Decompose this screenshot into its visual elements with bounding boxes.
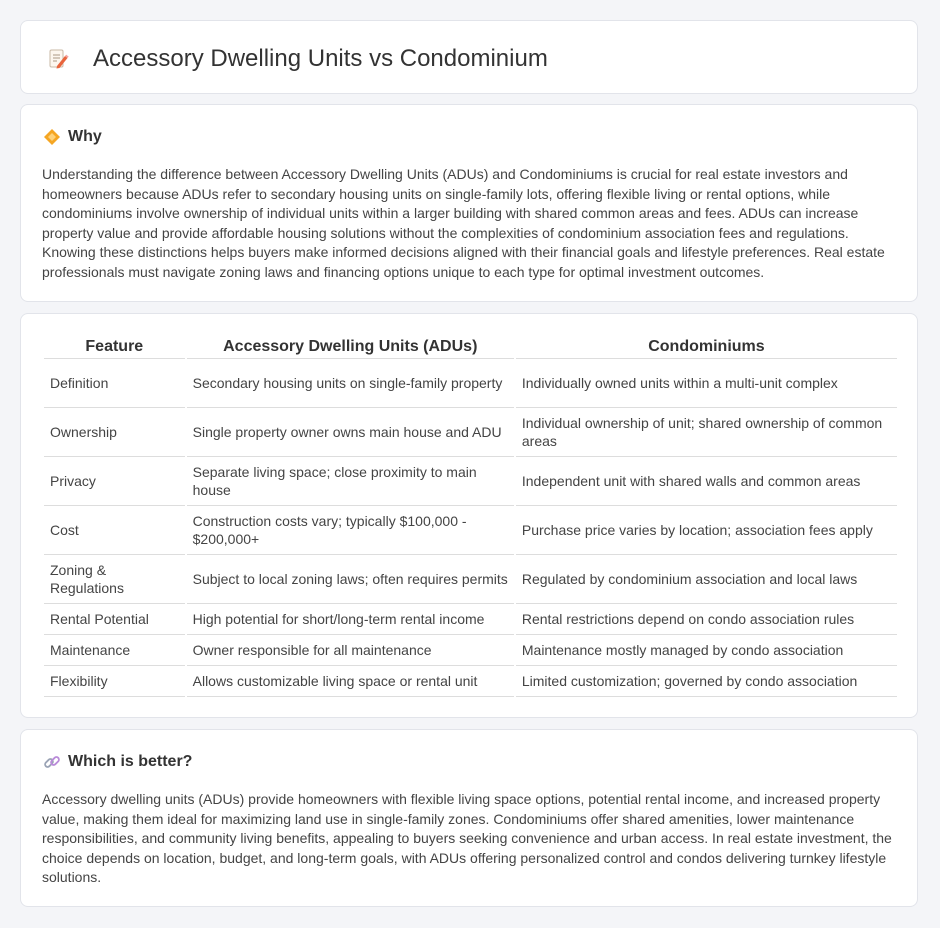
table-row xyxy=(44,457,897,506)
table-cell: Construction costs vary; typically $100,000 - $200,000+ xyxy=(187,506,514,555)
column-header: Feature xyxy=(44,334,185,359)
why-heading: Why xyxy=(68,128,102,145)
table-cell: Independent unit with shared walls and common areas xyxy=(516,457,897,506)
table-header-row xyxy=(44,334,897,359)
table-row xyxy=(44,604,897,635)
table-cell: Flexibility xyxy=(44,666,185,697)
which-is-better-section xyxy=(20,729,918,907)
column-header: Condominiums xyxy=(516,334,897,359)
table-cell: Limited customization; governed by condo association xyxy=(516,666,897,697)
link-icon xyxy=(43,753,61,771)
table-cell: Owner responsible for all maintenance xyxy=(187,635,514,666)
table-cell: Privacy xyxy=(44,457,185,506)
memo-pencil-icon xyxy=(47,48,69,70)
table-row xyxy=(44,359,897,408)
table-cell: Rental restrictions depend on condo association rules xyxy=(516,604,897,635)
table-cell: Allows customizable living space or rental unit xyxy=(187,666,514,697)
better-text: Accessory dwelling units (ADUs) provide homeowners with flexible living space options, potential rental income, and increased property value, making them ideal for maximizing land use in single-family zones. Condominiums offer shared amenities, lower maintenance responsibilities, and community living benefits, appealing to buyers seeking convenience and urban access. In real estate investment, the choice depends on location, budget, and long-term goals, with ADUs offering personalized control and condos delivering turnkey lifestyle solutions. xyxy=(42,791,892,885)
better-heading: Which is better? xyxy=(68,753,193,770)
table-cell: Individual ownership of unit; shared ownership of common areas xyxy=(516,408,897,457)
why-header xyxy=(43,126,102,148)
table-cell: Cost xyxy=(44,506,185,555)
table-cell: High potential for short/long-term rental income xyxy=(187,604,514,635)
table-cell: Regulated by condominium association and local laws xyxy=(516,555,897,604)
table-cell: Rental Potential xyxy=(44,604,185,635)
table-cell: Single property owner owns main house and ADU xyxy=(187,408,514,457)
better-header xyxy=(43,751,192,773)
table-cell: Separate living space; close proximity to main house xyxy=(187,457,514,506)
comparison-table xyxy=(42,334,899,697)
table-row xyxy=(44,666,897,697)
title-card xyxy=(20,20,918,94)
table-cell: Maintenance xyxy=(44,635,185,666)
table-row xyxy=(44,555,897,604)
column-header: Accessory Dwelling Units (ADUs) xyxy=(187,334,514,359)
diamond-icon xyxy=(43,128,61,146)
table-row xyxy=(44,635,897,666)
table-cell: Definition xyxy=(44,359,185,408)
table-row xyxy=(44,506,897,555)
table-cell: Subject to local zoning laws; often requires permits xyxy=(187,555,514,604)
comparison-section xyxy=(20,313,918,718)
table-row xyxy=(44,408,897,457)
table-cell: Zoning & Regulations xyxy=(44,555,185,604)
table-cell: Maintenance mostly managed by condo association xyxy=(516,635,897,666)
table-cell: Secondary housing units on single-family property xyxy=(187,359,514,408)
page-title: Accessory Dwelling Units vs Condominium xyxy=(93,45,548,72)
table-cell: Purchase price varies by location; association fees apply xyxy=(516,506,897,555)
table-cell: Ownership xyxy=(44,408,185,457)
why-text: Understanding the difference between Accessory Dwelling Units (ADUs) and Condominiums is crucial for real estate investors and homeowners because ADUs refer to secondary housing units on single-family lots, offering flexible living or rental options, while condominiums involve ownership of individual units within a larger building with shared common areas and fees. ADUs can increase property value and provide affordable housing solutions without the complexities of condominium association fees and regulations. Knowing these distinctions helps buyers make informed decisions aligned with their financial goals and lifestyle preferences. Real estate professionals must navigate zoning laws and financing options unique to each type for optimal investment outcomes. xyxy=(42,166,885,280)
table-cell: Individually owned units within a multi-unit complex xyxy=(516,359,897,408)
why-section xyxy=(20,104,918,302)
